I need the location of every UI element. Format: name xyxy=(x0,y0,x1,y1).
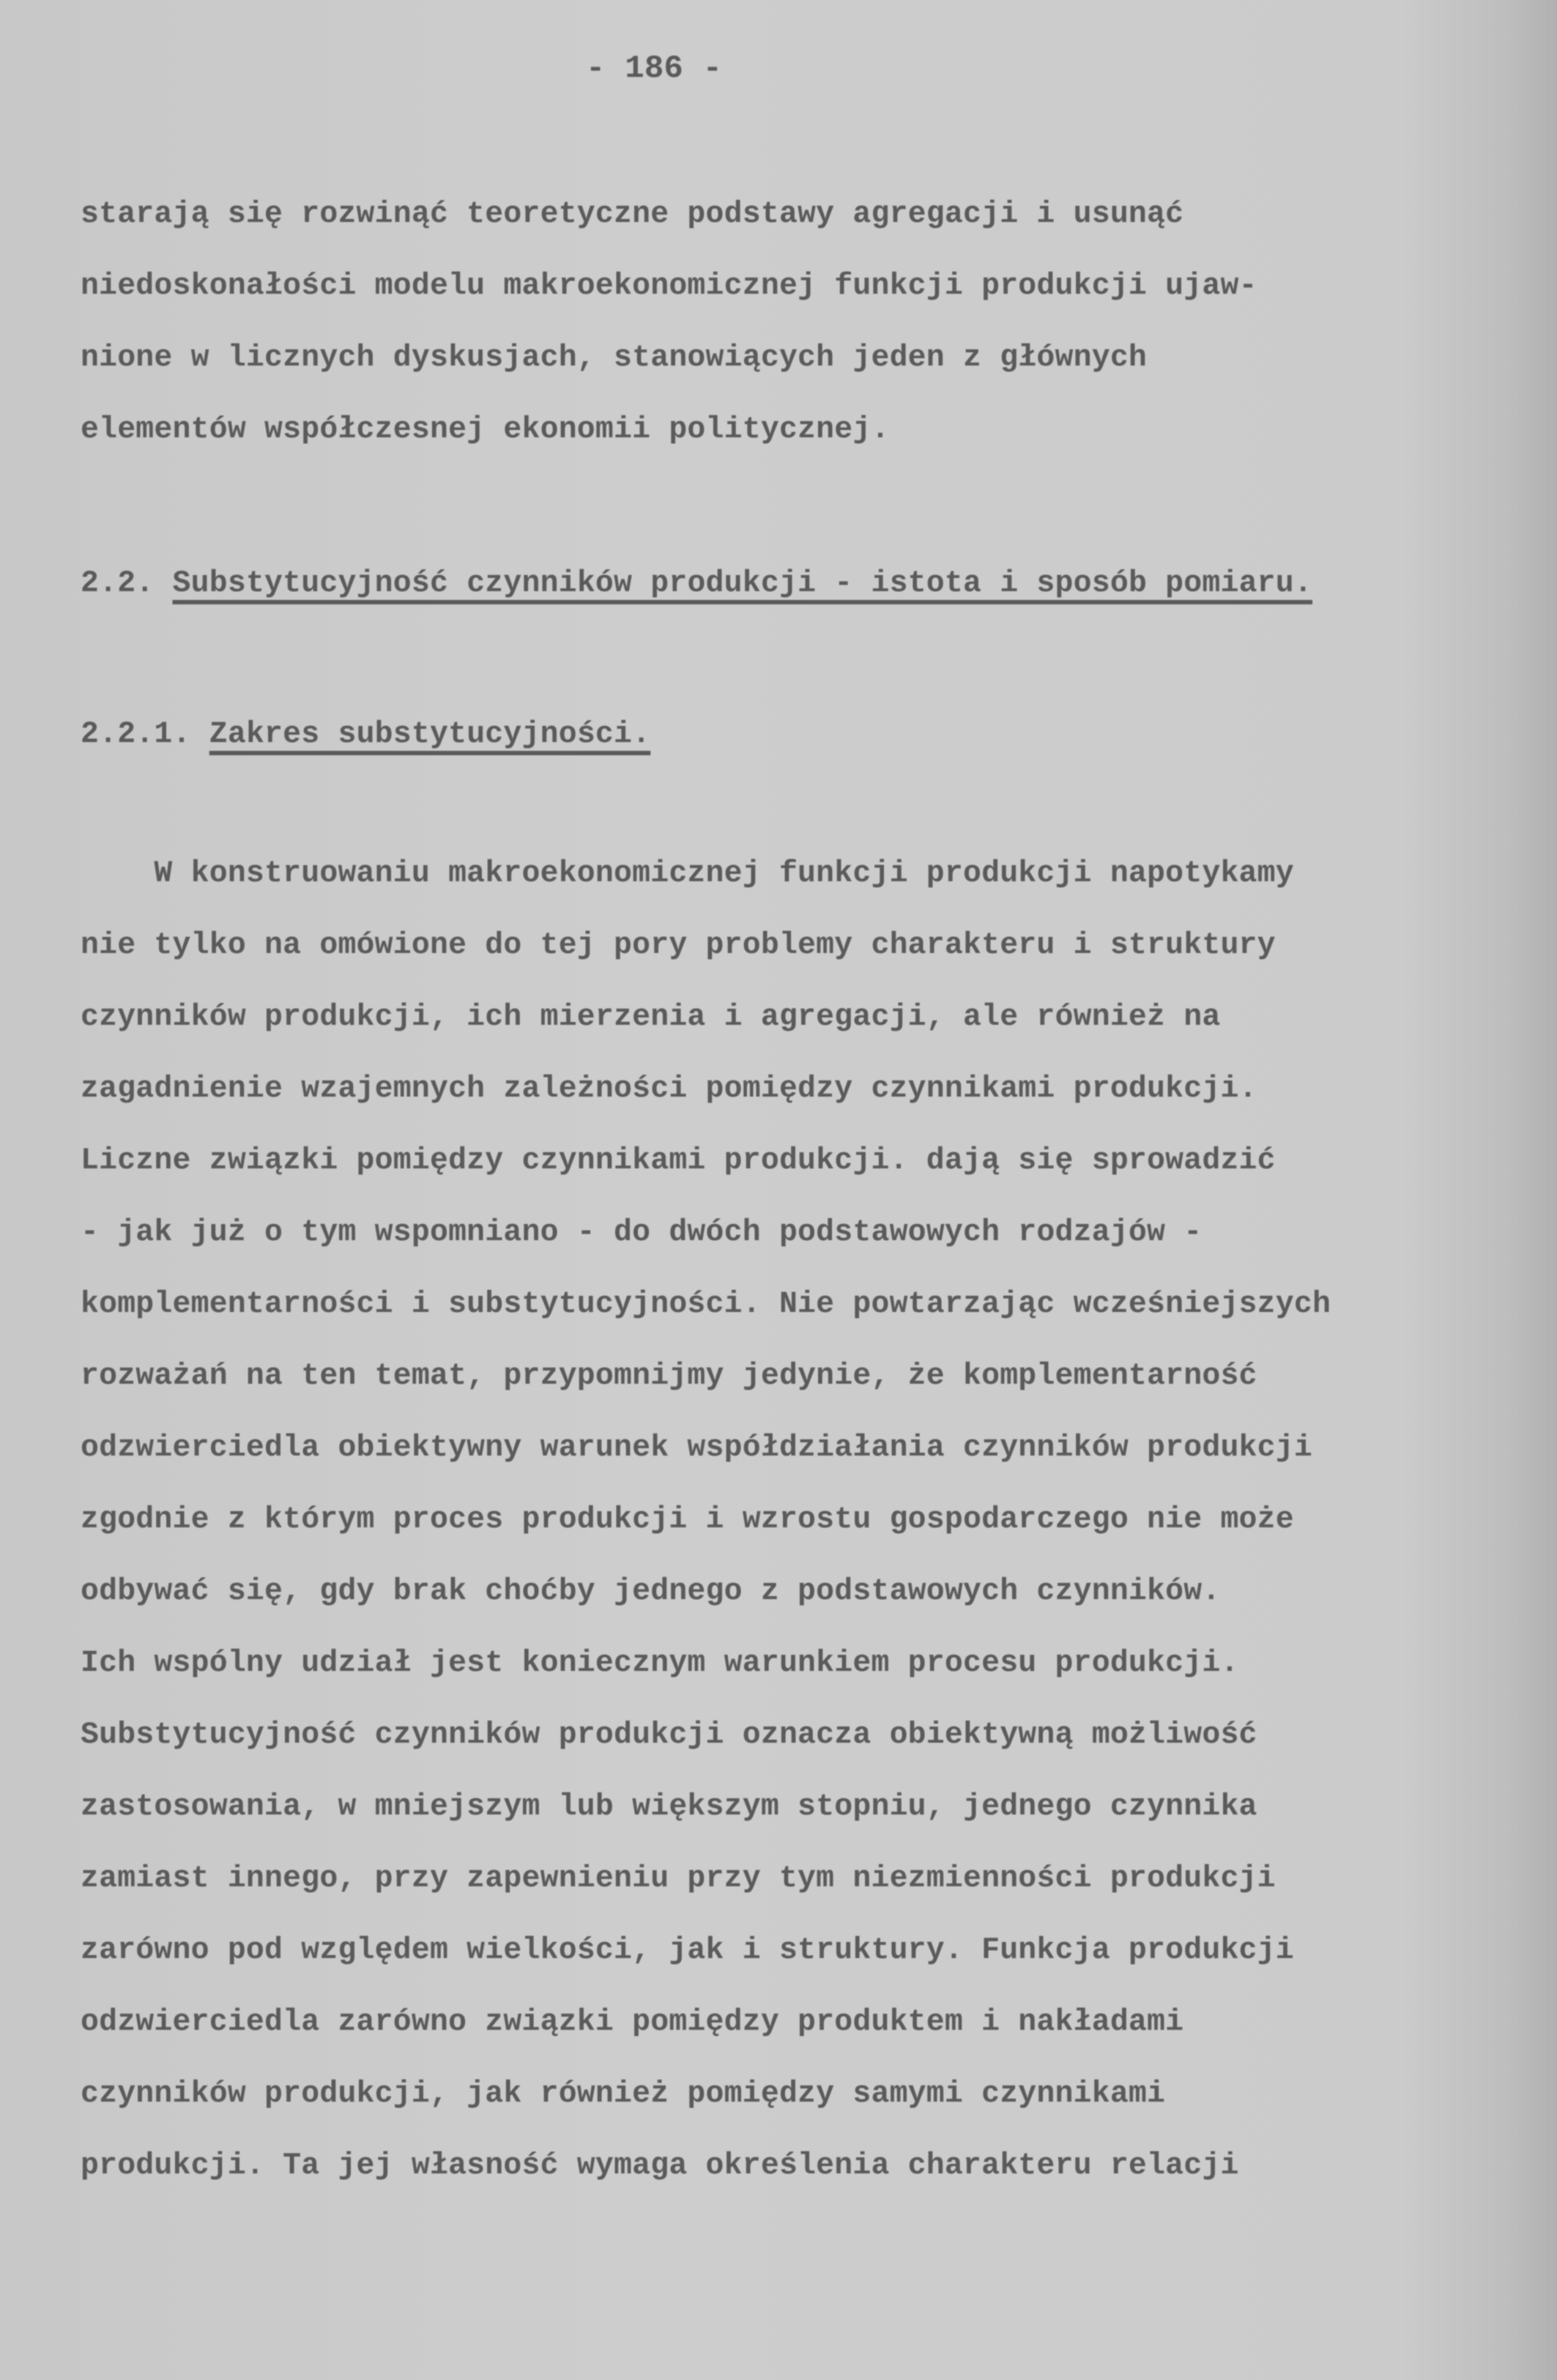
section-heading xyxy=(81,568,1312,599)
paragraph-line: Ich wspólny udział jest koniecznym warunkiem procesu produkcji. xyxy=(81,1646,1239,1680)
subsection-number: 2.2.1. xyxy=(81,717,191,752)
paragraph-line: Substytucyjność czynników produkcji oznacza obiektywną możliwość xyxy=(81,1718,1257,1752)
paragraph-line: czynników produkcji, ich mierzenia i agregacji, ale również na xyxy=(81,1000,1221,1034)
paragraph-line: nie tylko na omówione do tej pory problemy charakteru i struktury xyxy=(81,928,1276,963)
paragraph-line: starają się rozwinąć teoretyczne podstawy agregacji i usunąć xyxy=(81,197,1184,231)
section-title: Substytucyjność czynników produkcji - istota i sposób pomiaru. xyxy=(172,566,1312,601)
section-number: 2.2. xyxy=(81,566,155,601)
page-number: - 186 - xyxy=(586,51,723,87)
paragraph-line: zastosowania, w mniejszym lub większym stopniu, jednego czynnika xyxy=(81,1790,1257,1824)
paragraph-line: odbywać się, gdy brak choćby jednego z podstawowych czynników. xyxy=(81,1574,1221,1609)
paragraph-line: zagadnienie wzajemnych zależności pomiędzy czynnikami produkcji. xyxy=(81,1072,1257,1106)
paragraph-line: - jak już o tym wspomniano - do dwóch podstawowych rodzajów - xyxy=(81,1215,1203,1250)
paragraph-line: zamiast innego, przy zapewnieniu przy tym niezmienności produkcji xyxy=(81,1861,1276,1896)
paragraph-line: nione w licznych dyskusjach, stanowiących jeden z głównych xyxy=(81,341,1148,375)
subsection-heading xyxy=(81,719,650,750)
paragraph-line: czynników produkcji, jak również pomiędzy samymi czynnikami xyxy=(81,2077,1166,2111)
paragraph-line: zgodnie z którym proces produkcji i wzrostu gospodarczego nie może xyxy=(81,1502,1294,1537)
paragraph-line: niedoskonałości modelu makroekonomicznej funkcji produkcji ujaw- xyxy=(81,269,1257,303)
paragraph-line: elementów współczesnej ekonomii politycznej. xyxy=(81,412,890,447)
paragraph-line: zarówno pod względem wielkości, jak i struktury. Funkcja produkcji xyxy=(81,1933,1294,1968)
subsection-title: Zakres substytucyjności. xyxy=(209,717,651,752)
paragraph-line: produkcji. Ta jej własność wymaga określenia charakteru relacji xyxy=(81,2149,1239,2183)
paragraph-line: komplementarności i substytucyjności. Nie powtarzając wcześniejszych xyxy=(81,1287,1331,1321)
paragraph-line: Liczne związki pomiędzy czynnikami produkcji. dają się sprowadzić xyxy=(81,1143,1276,1178)
paragraph-line: W konstruowaniu makroekonomicznej funkcji produkcji napotykamy xyxy=(81,856,1294,891)
paragraph-line: odzwierciedla obiektywny warunek współdziałania czynników produkcji xyxy=(81,1431,1312,1465)
paragraph-line: rozważań na ten temat, przypomnijmy jedynie, że komplementarność xyxy=(81,1359,1257,1393)
paragraph-line: odzwierciedla zarówno związki pomiędzy produktem i nakładami xyxy=(81,2005,1184,2039)
